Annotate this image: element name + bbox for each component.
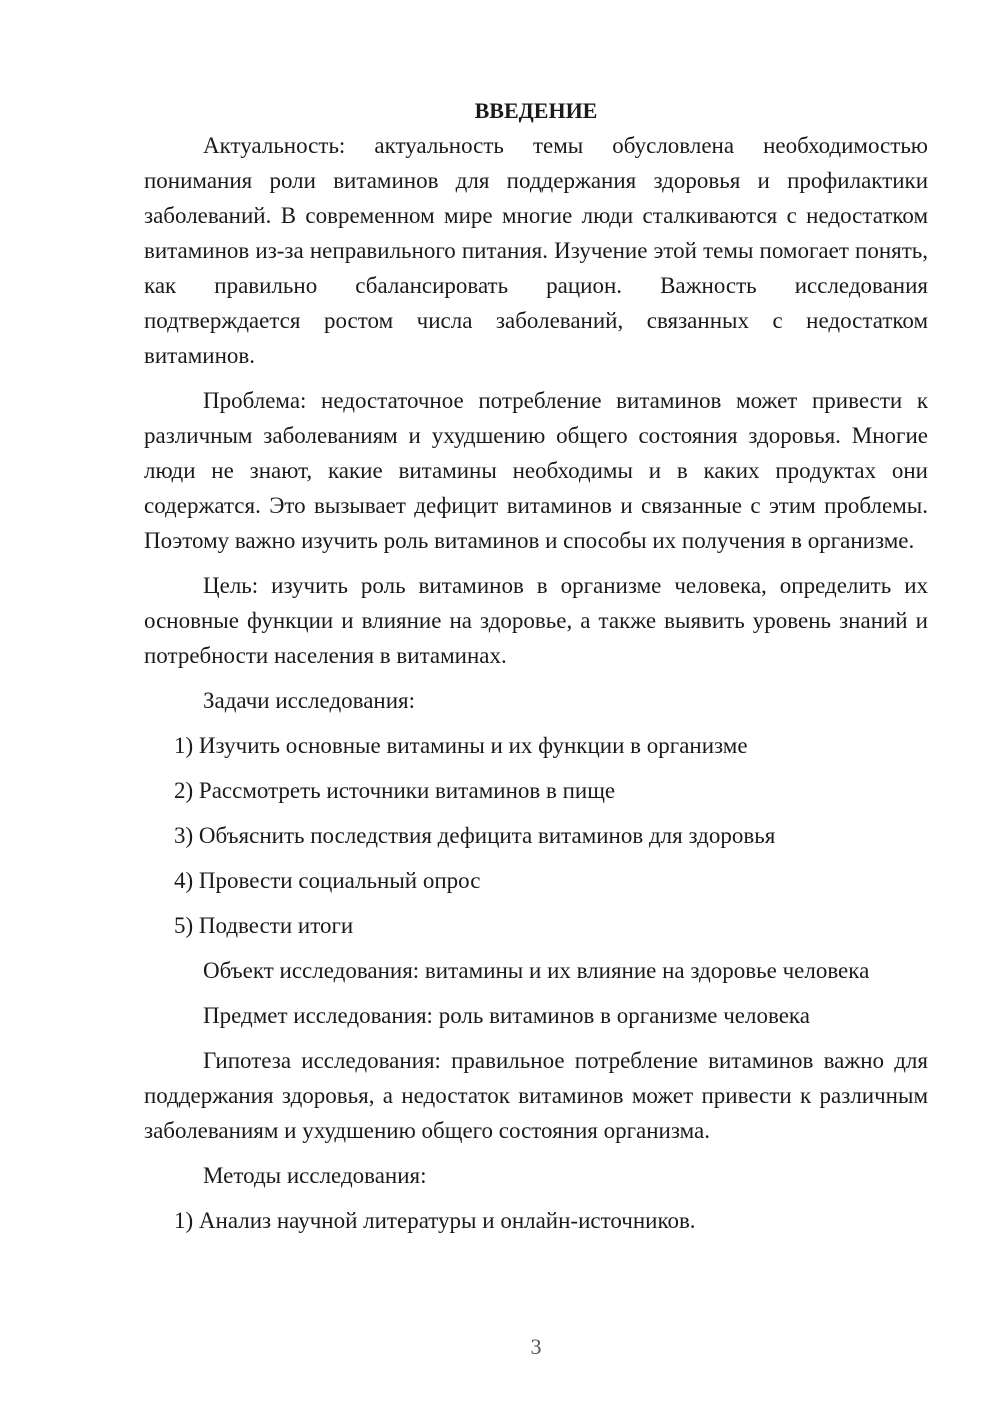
methods-heading: Методы исследования: (203, 1163, 427, 1188)
section-title: ВВЕДЕНИЕ (474, 98, 598, 123)
task-item-2: 2) Рассмотреть источники витаминов в пище (174, 778, 616, 803)
task-item-1: 1) Изучить основные витамины и их функции в организме (174, 733, 748, 758)
problem-paragraph: Проблема: недостаточное потребление витаминов может привести к различным заболеваниям и ухудшению общего состояния здоровья. Многие люди не знают, какие витамины необходимы и в каких продуктах они содержатся. Это вызывает дефицит витаминов и связанные с этим проблемы. Поэтому важно изучить роль витаминов и способы их получения в организме. (144, 388, 928, 553)
relevance-paragraph: Актуальность: актуальность темы обусловлена необходимостью понимания роли витаминов для поддержания здоровья и профилактики заболеваний. В современном мире многие люди сталкиваются с недостатком витаминов из-за неправильного питания. Изучение этой темы помогает понять, как правильно сбалансировать рацион. Важность исследования подтверждается ростом числа заболеваний, связанных с недостатком витаминов. (144, 133, 928, 368)
goal-paragraph: Цель: изучить роль витаминов в организме человека, определить их основные функции и влияние на здоровье, а также выявить уровень знаний и потребности населения в витаминах. (144, 573, 928, 668)
task-item-4: 4) Провести социальный опрос (174, 868, 481, 893)
subject-paragraph: Предмет исследования: роль витаминов в организме человека (203, 1003, 810, 1028)
page-content (144, 96, 928, 1248)
page-number: 3 (530, 1334, 542, 1359)
task-item-5: 5) Подвести итоги (174, 913, 354, 938)
hypothesis-paragraph: Гипотеза исследования: правильное потребление витаминов важно для поддержания здоровья, а недостаток витаминов может привести к различным заболеваниям и ухудшению общего состояния организма. (144, 1048, 928, 1143)
task-item-3: 3) Объяснить последствия дефицита витаминов для здоровья (174, 823, 776, 848)
tasks-heading: Задачи исследования: (203, 688, 416, 713)
method-item-1: 1) Анализ научной литературы и онлайн-источников. (174, 1208, 696, 1233)
object-paragraph: Объект исследования: витамины и их влияние на здоровье человека (203, 958, 870, 983)
